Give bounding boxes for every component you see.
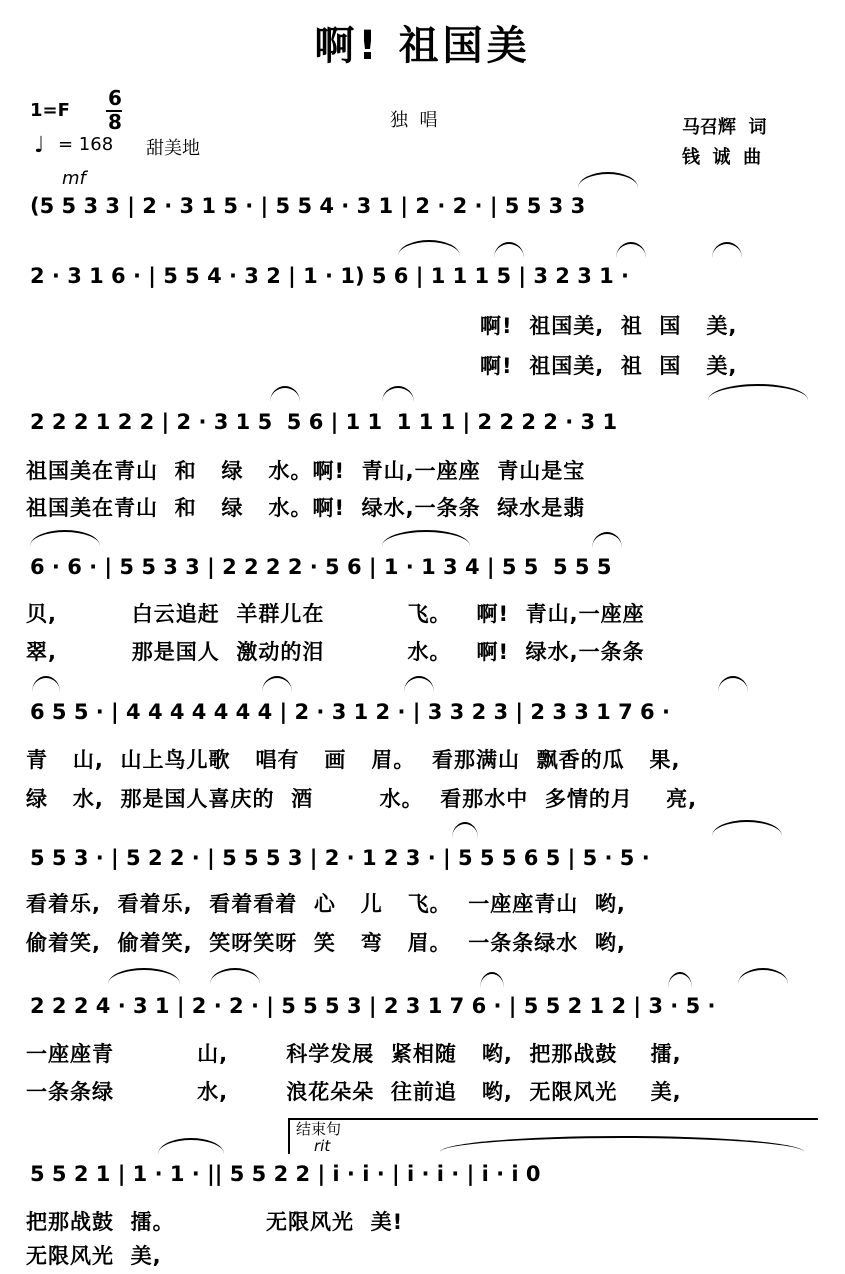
- system-5-lyrics-1: 青 山, 山上鸟儿歌 唱有 画 眉。 看那满山 飘香的瓜 果,: [26, 748, 681, 772]
- system-2-lyrics-1: 啊! 祖国美, 祖 国 美,: [480, 314, 738, 338]
- slur-mark: [262, 676, 292, 692]
- system-5-lyrics-2: 绿 水, 那是国人喜庆的 酒 水。 看那水中 多情的月 亮,: [26, 787, 698, 811]
- system-7-lyrics-1: 一座座青 山, 科学发展 紧相随 哟, 把那战鼓 擂,: [26, 1042, 682, 1066]
- slur-mark: [210, 968, 260, 984]
- coda-bracket-top: [288, 1118, 818, 1120]
- expression-marking: 甜美地: [146, 138, 200, 159]
- slur-mark: [404, 676, 434, 692]
- key-signature: 1=F: [30, 100, 70, 121]
- system-4-lyrics-2: 翠, 那是国人 激动的泪 水。 啊! 绿水,一条条: [26, 640, 645, 664]
- slur-mark: [494, 242, 524, 258]
- slur-mark: [108, 968, 180, 984]
- system-7-notes: 2 2 2 4 · 3 1 | 2 · 2 · | 5 5 5 3 | 2 3 1 7 6 · | 5 5 2 1 2 | 3 · 5 ·: [30, 994, 716, 1018]
- system-8-lyrics-2: 无限风光 美,: [26, 1244, 162, 1268]
- system-3-notes: 2 2 2 1 2 2 | 2 · 3 1 5 5 6 | 1 1 1 1 1 | 2 2 2 2 · 3 1: [30, 410, 618, 434]
- composer-credit: 钱 诚 曲: [682, 147, 762, 168]
- slur-mark: [398, 240, 460, 256]
- time-signature-bottom: 8: [108, 110, 122, 134]
- slur-mark: [712, 242, 742, 258]
- system-3-lyrics-1: 祖国美在青山 和 绿 水。啊! 青山,一座座 青山是宝: [26, 459, 586, 483]
- slur-mark: [158, 1138, 224, 1154]
- coda-bracket-left: [288, 1118, 290, 1154]
- system-8-notes: 5 5 2 1 | 1 · 1 · || 5 5 2 2 | i · i · | i · i · | i · i 0: [30, 1162, 541, 1186]
- system-7-lyrics-2: 一条条绿 水, 浪花朵朵 往前追 哟, 无限风光 美,: [26, 1080, 682, 1104]
- tempo-marking: = 168: [58, 134, 114, 155]
- slur-mark: [452, 822, 478, 838]
- slur-mark: [738, 968, 788, 984]
- dynamic-marking: mf: [62, 168, 86, 189]
- system-4-notes: 6 · 6 · | 5 5 3 3 | 2 2 2 2 · 5 6 | 1 · 1 3 4 | 5 5 5 5 5: [30, 555, 612, 579]
- system-6-notes: 5 5 3 · | 5 2 2 · | 5 5 5 3 | 2 · 1 2 3 · | 5 5 5 6 5 | 5 · 5 ·: [30, 846, 650, 870]
- system-3-lyrics-2: 祖国美在青山 和 绿 水。啊! 绿水,一条条 绿水是翡: [26, 496, 586, 520]
- system-5-notes: 6 5 5 · | 4 4 4 4 4 4 4 | 2 · 3 1 2 · | 3 3 2 3 | 2 3 3 1 7 6 ·: [30, 700, 670, 724]
- slur-mark: [32, 676, 60, 692]
- system-1-notes: (5 5 3 3 | 2 · 3 1 5 · | 5 5 4 · 3 1 | 2 · 2 · | 5 5 3 3: [30, 194, 586, 218]
- slur-mark: [668, 972, 692, 988]
- slur-mark: [616, 242, 646, 258]
- coda-label: 结束句: [296, 1120, 342, 1138]
- slur-mark: [270, 386, 300, 402]
- slur-mark: [718, 676, 748, 692]
- page-title: 啊! 祖国美: [314, 23, 531, 69]
- slur-mark: [440, 1136, 804, 1152]
- system-2-notes: 2 · 3 1 6 · | 5 5 4 · 3 2 | 1 · 1) 5 6 | 1 1 1 5 | 3 2 3 1 ·: [30, 264, 630, 288]
- slur-mark: [578, 172, 638, 188]
- slur-mark: [30, 530, 100, 546]
- slur-mark: [382, 386, 414, 402]
- slur-mark: [592, 532, 622, 548]
- slur-mark: [708, 384, 808, 400]
- system-4-lyrics-1: 贝, 白云追赶 羊群儿在 飞。 啊! 青山,一座座: [26, 602, 645, 626]
- lyricist-credit: 马召辉 词: [682, 117, 767, 138]
- slur-mark: [382, 530, 470, 546]
- slur-mark: [712, 820, 782, 836]
- system-6-lyrics-1: 看着乐, 看着乐, 看着看着 心 儿 飞。 一座座青山 哟,: [26, 892, 626, 916]
- time-signature-top: 6: [108, 86, 122, 110]
- system-8-lyrics-1: 把那战鼓 擂。 无限风光 美!: [26, 1210, 404, 1234]
- quarter-note-icon: ♩: [34, 133, 45, 158]
- system-6-lyrics-2: 偷着笑, 偷着笑, 笑呀笑呀 笑 弯 眉。 一条条绿水 哟,: [26, 931, 626, 955]
- slur-mark: [480, 972, 504, 988]
- performance-type: 独 唱: [390, 110, 438, 131]
- system-2-lyrics-2: 啊! 祖国美, 祖 国 美,: [480, 354, 738, 378]
- rit-marking: rit: [314, 1137, 331, 1155]
